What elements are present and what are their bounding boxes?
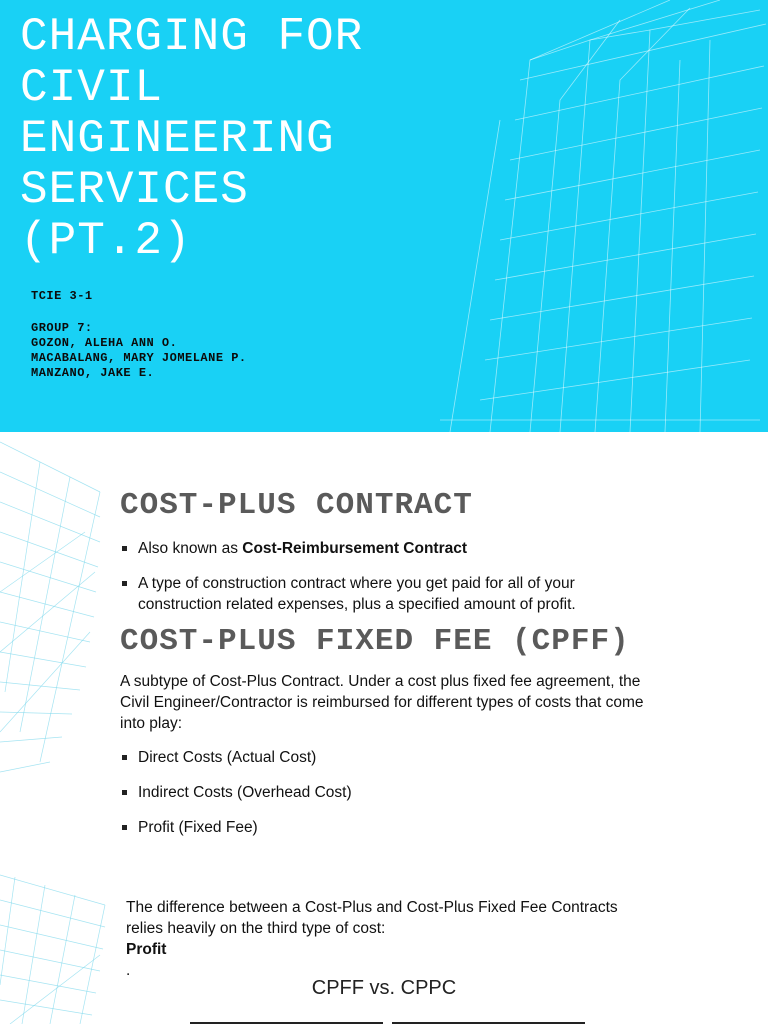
cpff-heading: COST-PLUS FIXED FEE (CPFF) xyxy=(120,624,630,659)
group-label: GROUP 7: xyxy=(31,321,93,335)
note-line xyxy=(126,918,618,981)
bullet-line: construction related expenses, plus a specified amount of profit. xyxy=(138,596,576,613)
cost-plus-slide xyxy=(0,432,768,865)
cost-plus-bullets xyxy=(120,538,576,615)
bullet-text: Also known as xyxy=(138,540,243,557)
title-slide xyxy=(0,0,768,432)
member-name: MANZANO, JAKE E. xyxy=(31,366,155,380)
bullet-line: A type of construction contract where you get paid for all of your xyxy=(138,575,575,592)
cost-plus-heading: COST-PLUS CONTRACT xyxy=(120,488,473,523)
section-code: TCIE 3-1 xyxy=(31,289,93,303)
title-line: (PT.2) xyxy=(20,215,192,267)
title-line: CIVIL xyxy=(20,62,164,114)
member-name: MACABALANG, MARY JOMELANE P. xyxy=(31,351,247,365)
list-item xyxy=(120,573,576,615)
list-item xyxy=(120,538,576,559)
paragraph-line: A subtype of Cost-Plus Contract. Under a cost plus fixed fee agreement, the xyxy=(120,673,641,690)
group-members xyxy=(31,321,247,381)
presentation-title xyxy=(20,12,363,267)
note-end: . xyxy=(126,962,131,979)
list-item: Indirect Costs (Overhead Cost) xyxy=(120,782,352,803)
note-bold-term: Profit xyxy=(126,941,167,958)
paragraph-line: Civil Engineer/Contractor is reimbursed for different types of costs that come xyxy=(120,694,644,711)
note-text: relies heavily on the third type of cost: xyxy=(126,920,386,937)
cpff-description xyxy=(120,671,730,734)
note-line: The difference between a Cost-Plus and Cost-Plus Fixed Fee Contracts xyxy=(126,899,618,916)
list-item: Direct Costs (Actual Cost) xyxy=(120,747,352,768)
cost-types-list xyxy=(120,747,352,838)
list-item: Profit (Fixed Fee) xyxy=(120,817,352,838)
bullet-bold-term: Cost-Reimbursement Contract xyxy=(242,540,468,557)
building-wireframe-illustration xyxy=(0,865,110,1024)
comparison-title: CPFF vs. CPPC xyxy=(311,977,457,999)
paragraph-line: into play: xyxy=(120,715,183,732)
building-wireframe-illustration xyxy=(0,432,105,865)
building-wireframe-illustration xyxy=(420,0,768,432)
title-line: ENGINEERING xyxy=(20,113,335,165)
title-line: CHARGING FOR xyxy=(20,11,364,63)
member-name: GOZON, ALEHA ANN O. xyxy=(31,336,178,350)
comparison-slide xyxy=(0,865,768,1024)
title-line: SERVICES xyxy=(20,164,249,216)
difference-note xyxy=(126,897,618,981)
